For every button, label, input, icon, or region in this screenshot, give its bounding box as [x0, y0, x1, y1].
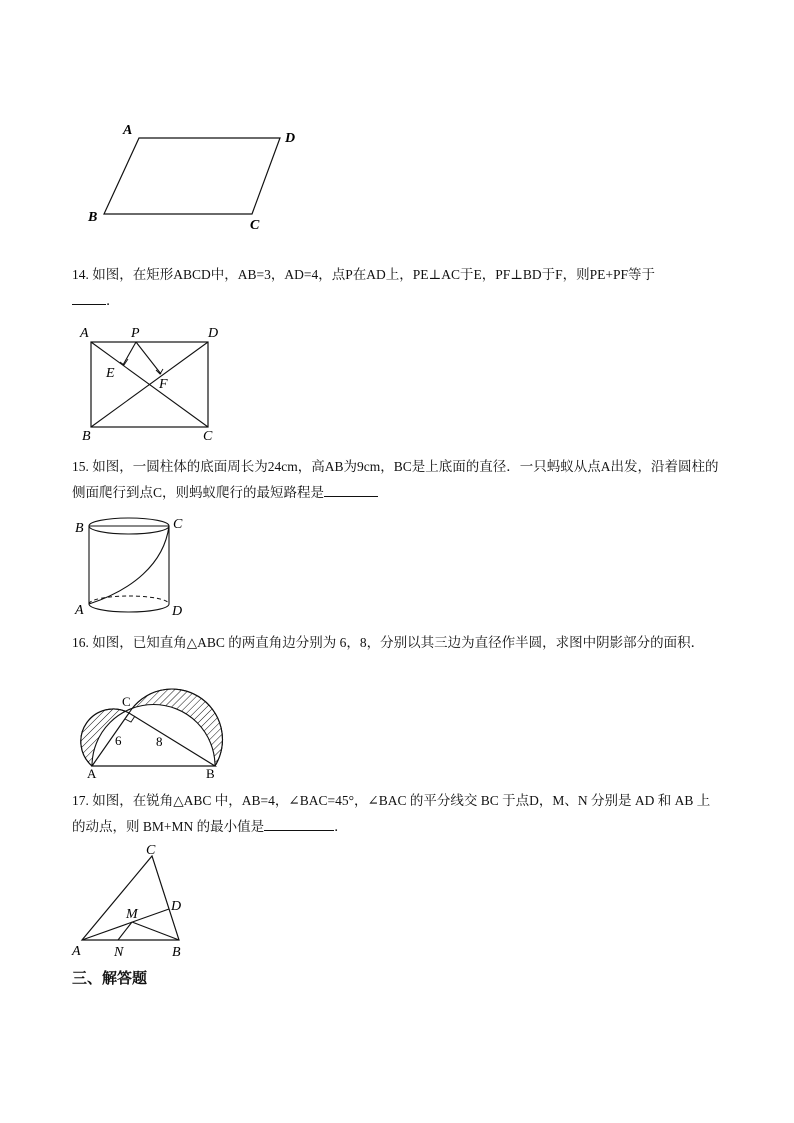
label-M: M	[126, 907, 138, 922]
label-C: C	[122, 694, 131, 709]
question-17-end: ．	[334, 819, 348, 834]
label-D: D	[285, 131, 296, 146]
triangle-figure	[68, 842, 198, 964]
label-F: F	[159, 377, 168, 392]
label-E: E	[106, 366, 115, 381]
label-C: C	[250, 218, 260, 233]
question-16-text: 16. 如图，已知直角△ABC 的两直角边分别为 6，8，分别以其三边为直径作半圆，求图中阴影部分的面积．	[72, 635, 705, 650]
label-C: C	[146, 843, 156, 858]
segment-PF	[136, 342, 161, 374]
lune-figure	[74, 684, 224, 780]
segment-BM	[132, 922, 179, 940]
question-17	[72, 788, 722, 840]
label-N: N	[114, 945, 124, 960]
label-A: A	[123, 123, 133, 138]
rectangle-figure	[74, 322, 234, 444]
section-heading-3: 三、解答题	[72, 969, 148, 987]
label-A: A	[87, 766, 97, 780]
label-A: A	[72, 944, 81, 959]
question-16	[72, 630, 722, 656]
answer-blank-14	[72, 290, 106, 305]
answer-blank-15	[324, 482, 378, 497]
label-B: B	[82, 429, 91, 444]
label-B: B	[75, 521, 84, 536]
label-C: C	[173, 517, 183, 532]
label-B: B	[172, 945, 181, 960]
cylinder-figure	[72, 512, 194, 624]
parallelogram-shape	[104, 138, 280, 214]
question-15-text: 15. 如图，一圆柱体的底面周长为24cm，高AB为9cm，BC是上底面的直径．一只蚂蚁从点A出发，沿着圆柱的侧面爬行到点C，则蚂蚁爬行的最短路程是	[72, 459, 719, 500]
label-eight: 8	[156, 734, 163, 749]
label-P: P	[131, 326, 140, 341]
question-15	[72, 454, 722, 506]
label-B: B	[88, 210, 98, 225]
bottom-front-arc	[89, 604, 169, 612]
ant-path	[89, 526, 169, 604]
label-D: D	[208, 326, 219, 341]
label-D: D	[172, 604, 183, 619]
question-14-end: ．	[106, 293, 120, 308]
label-six: 6	[115, 733, 122, 748]
answer-blank-17	[264, 816, 334, 831]
question-14-text: 14. 如图，在矩形ABCD中，AB=3，AD=4，点P在AD上，PE⊥AC于E，PF⊥BD于F，则PE+PF等于	[72, 267, 656, 282]
question-17-text: 17. 如图，在锐角△ABC 中，AB=4，∠BAC=45°，∠BAC 的平分线交 BC 于点D，M、N 分别是 AD 和 AB 上的动点，则 BM+MN 的最小值是	[72, 793, 711, 834]
segment-PE	[123, 342, 136, 365]
triangle-ABC	[82, 856, 182, 940]
label-B: B	[206, 766, 215, 780]
question-14	[72, 262, 722, 314]
label-A: A	[75, 603, 84, 618]
label-A: A	[80, 326, 89, 341]
label-D: D	[171, 899, 182, 914]
label-C: C	[203, 429, 213, 444]
parallelogram-figure	[80, 120, 320, 235]
